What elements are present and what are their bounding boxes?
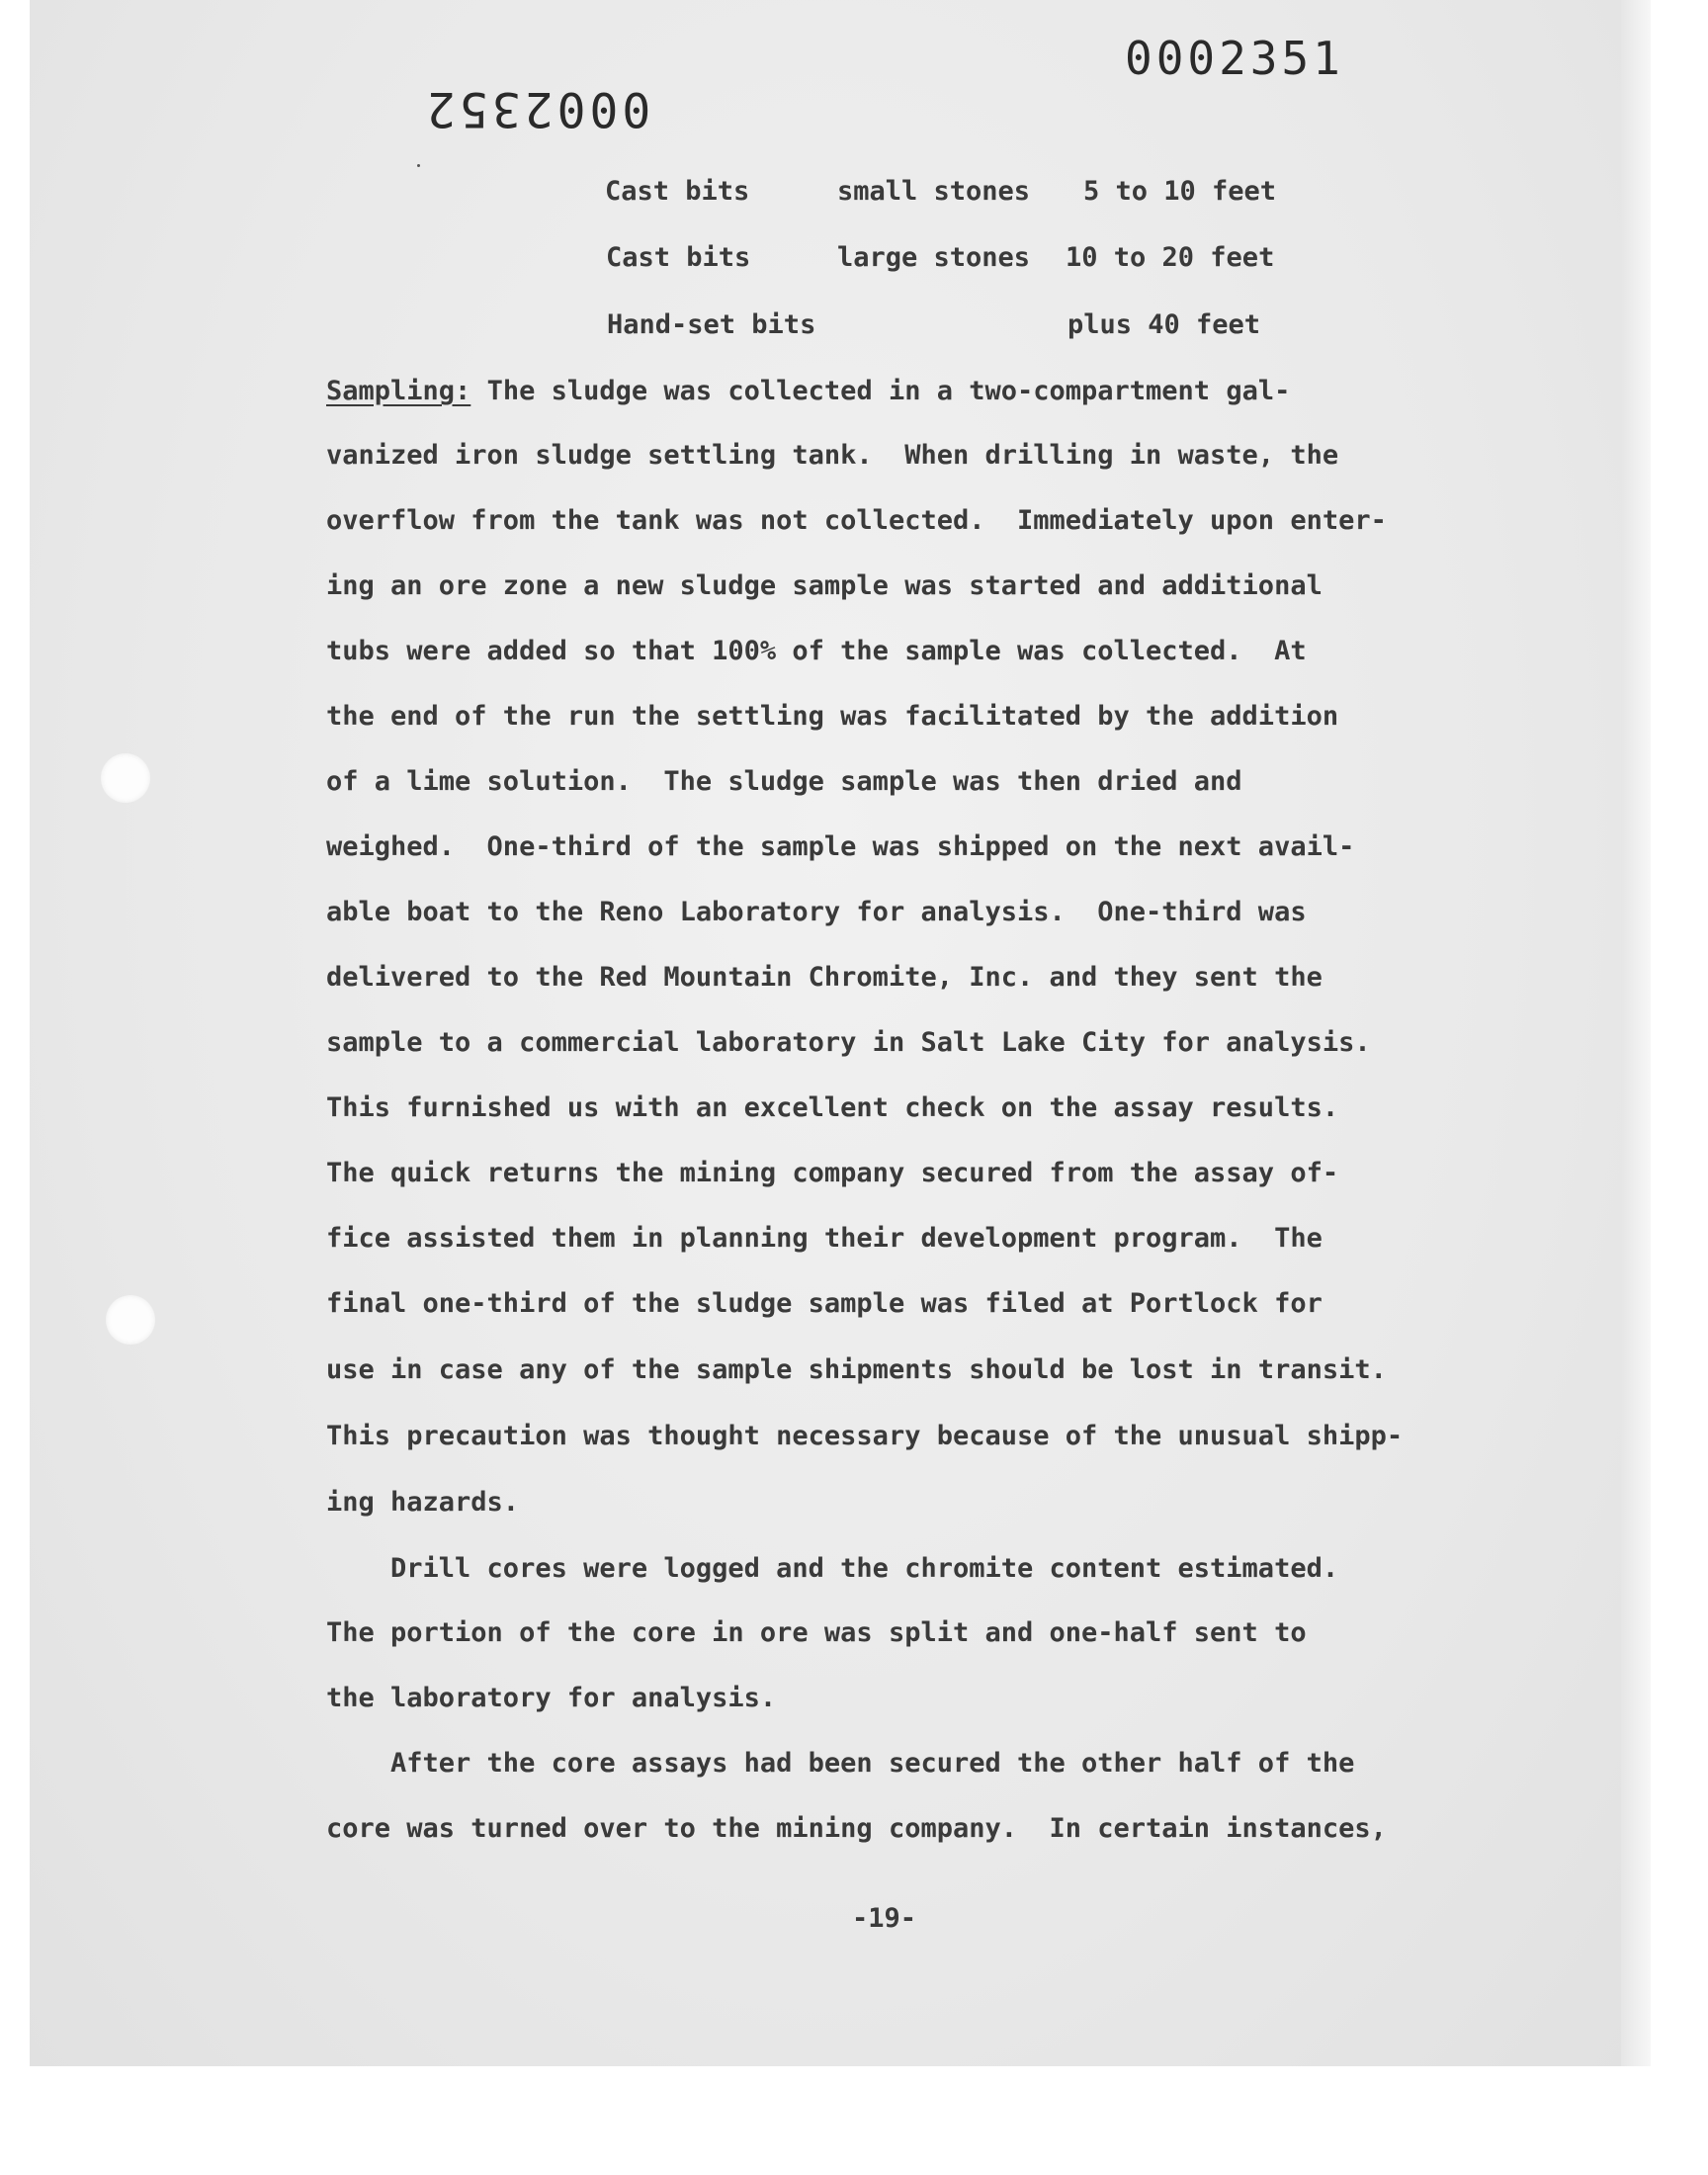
paragraph-line: core was turned over to the mining company. In certain instances, — [326, 1813, 1387, 1844]
paragraph-line: sample to a commercial laboratory in Salt Lake City for analysis. — [326, 1027, 1371, 1058]
line-text: The sludge was collected in a two-compartment gal- — [470, 376, 1291, 406]
paragraph-line: ing hazards. — [326, 1487, 520, 1518]
paragraph-line: use in case any of the sample shipments should be lost in transit. — [326, 1354, 1387, 1385]
paragraph-line: The portion of the core in ore was split and one-half sent to — [326, 1617, 1307, 1648]
paragraph-line: vanized iron sludge settling tank. When drilling in waste, the — [326, 440, 1339, 471]
paragraph-line: weighed. One-third of the sample was shipped on the next avail- — [326, 831, 1355, 862]
paper-edge — [1621, 0, 1651, 2066]
paragraph-line: This furnished us with an excellent check on the assay results. — [326, 1092, 1339, 1123]
paragraph-line: The quick returns the mining company secured from the assay of- — [326, 1158, 1339, 1188]
section-heading: Sampling: — [326, 376, 471, 406]
bit-range: plus 40 feet — [1068, 309, 1261, 340]
page-number: -19- — [852, 1903, 917, 1934]
paragraph-line: After the core assays had been secured the other half of the — [326, 1748, 1355, 1779]
paragraph-line — [326, 376, 1290, 406]
bit-material: small stones — [837, 176, 1031, 207]
mirrored-serial-stamp — [423, 81, 650, 136]
paragraph-line: ing an ore zone a new sludge sample was started and additional — [326, 570, 1323, 601]
paragraph-line: the end of the run the settling was facilitated by the addition — [326, 701, 1339, 732]
punch-hole-upper — [101, 753, 150, 803]
paragraph-line: the laboratory for analysis. — [326, 1683, 777, 1713]
bit-type: Cast bits — [605, 176, 750, 207]
paragraph-line: fice assisted them in planning their development program. The — [326, 1223, 1323, 1254]
bit-material: large stones — [837, 242, 1031, 273]
document-serial-stamp: 0002351 — [1125, 32, 1344, 85]
paragraph-line: This precaution was thought necessary because of the unusual shipp- — [326, 1421, 1404, 1451]
paragraph-line: of a lime solution. The sludge sample was then dried and — [326, 766, 1242, 797]
punch-hole-lower — [106, 1295, 155, 1345]
ink-dot — [417, 164, 420, 167]
paragraph-line: tubs were added so that 100% of the sample was collected. At — [326, 636, 1307, 666]
paragraph-line: Drill cores were logged and the chromite content estimated. — [326, 1553, 1339, 1584]
paragraph-line: final one-third of the sludge sample was filed at Portlock for — [326, 1288, 1323, 1319]
mirrored-serial-text: 0002352 — [423, 81, 651, 136]
paragraph-line: delivered to the Red Mountain Chromite, Inc. and they sent the — [326, 962, 1323, 993]
paragraph-line: overflow from the tank was not collected. Immediately upon enter- — [326, 505, 1387, 536]
bit-range: 10 to 20 feet — [1066, 242, 1275, 273]
bit-range: 5 to 10 feet — [1083, 176, 1277, 207]
paragraph-line: able boat to the Reno Laboratory for analysis. One-third was — [326, 897, 1307, 927]
bit-type: Cast bits — [606, 242, 751, 273]
bit-type: Hand-set bits — [607, 309, 816, 340]
